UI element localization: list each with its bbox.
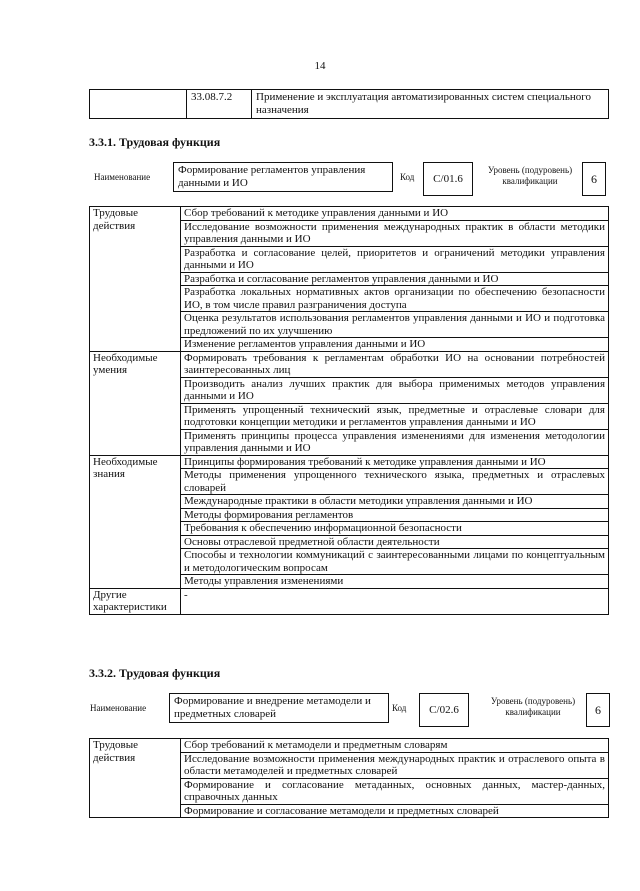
function-header-1	[89, 160, 609, 200]
table-row	[90, 739, 609, 753]
function-header-2	[89, 691, 609, 731]
continuation-table	[89, 89, 609, 119]
item-cell: Сбор требований к методике управления данными и ИО	[181, 207, 609, 221]
function-name: Формирование и внедрение метамодели и предметных словарей	[169, 693, 389, 723]
item-cell: Исследование возможности применения международных практик и отраслевого опыта в области метамоделей и предметных словарей	[181, 752, 609, 778]
item-cell: Изменение регламентов управления данными и ИО	[181, 338, 609, 352]
item-cell: Исследование возможности применения международных практик в области методики управления данными и ИО	[181, 220, 609, 246]
category-cell: Необходимые знания	[90, 455, 181, 588]
function-code: C/02.6	[419, 693, 469, 727]
item-cell: Разработка локальных нормативных актов организации по обеспечению безопасности ИО, в том числе правил разграничения доступа	[181, 286, 609, 312]
code-cell: 33.08.7.2	[187, 90, 252, 119]
category-cell: Необходимые умения	[90, 351, 181, 455]
section-heading-1: 3.3.1. Трудовая функция	[89, 135, 221, 149]
code-label: Код	[400, 172, 415, 182]
item-cell: Основы отраслевой предметной области деятельности	[181, 535, 609, 549]
item-cell: Оценка результатов использования регламентов управления данными и ИО и подготовка предложений по их улучшению	[181, 312, 609, 338]
function-table-2	[89, 738, 609, 818]
table-row	[90, 588, 609, 614]
description-cell: Применение и эксплуатация автоматизированных систем специального назначения	[252, 90, 609, 119]
level-label: Уровень (подуровень) квалификации	[487, 165, 573, 186]
item-cell: -	[181, 588, 609, 614]
item-cell: Формирование и согласование метамодели и предметных словарей	[181, 804, 609, 818]
section-heading-2: 3.3.2. Трудовая функция	[89, 666, 221, 680]
category-cell: Другие характеристики	[90, 588, 181, 614]
level-label: Уровень (подуровень) квалификации	[490, 696, 576, 717]
item-cell: Сбор требований к метамодели и предметным словарям	[181, 739, 609, 753]
item-cell: Методы применения упрощенного технического языка, предметных и отраслевых словарей	[181, 469, 609, 495]
item-cell: Международные практики в области методики управления данными и ИО	[181, 495, 609, 509]
item-cell: Требования к обеспечению информационной безопасности	[181, 522, 609, 536]
qualification-level: 6	[582, 162, 606, 196]
item-cell: Методы управления изменениями	[181, 575, 609, 589]
function-code: C/01.6	[423, 162, 473, 196]
item-cell: Производить анализ лучших практик для выбора применимых методов управления данными и ИО	[181, 377, 609, 403]
table-row	[90, 207, 609, 221]
category-cell: Трудовые действия	[90, 207, 181, 352]
page-number: 14	[314, 60, 326, 72]
table-row	[90, 455, 609, 469]
function-table-1	[89, 206, 609, 615]
qualification-level: 6	[586, 693, 610, 727]
item-cell: Разработка и согласование регламентов управления данными и ИО	[181, 272, 609, 286]
item-cell: Формировать требования к регламентам обработки ИО на основании потребностей заинтересованных лиц	[181, 351, 609, 377]
name-label: Наименование	[90, 703, 147, 713]
code-label: Код	[392, 703, 407, 713]
table-row	[90, 351, 609, 377]
item-cell: Применять принципы процесса управления изменениями для изменения методологии управления данными и ИО	[181, 429, 609, 455]
function-name: Формирование регламентов управления данными и ИО	[173, 162, 393, 192]
name-label: Наименование	[94, 172, 151, 182]
item-cell: Применять упрощенный технический язык, предметные и отраслевые словари для подготовки концепции методики и регламентов управления данными и ИО	[181, 403, 609, 429]
table-row	[90, 90, 609, 119]
item-cell: Формирование и согласование метаданных, основных данных, мастер-данных, справочных данных	[181, 778, 609, 804]
item-cell: Принципы формирования требований к методике управления данными и ИО	[181, 455, 609, 469]
item-cell: Методы формирования регламентов	[181, 508, 609, 522]
item-cell: Способы и технологии коммуникаций с заинтересованными лицами по концептуальным и методологическим вопросам	[181, 549, 609, 575]
category-cell: Трудовые действия	[90, 739, 181, 818]
empty-cell	[90, 90, 187, 119]
item-cell: Разработка и согласование целей, приоритетов и ограничений методики управления данными и ИО	[181, 246, 609, 272]
